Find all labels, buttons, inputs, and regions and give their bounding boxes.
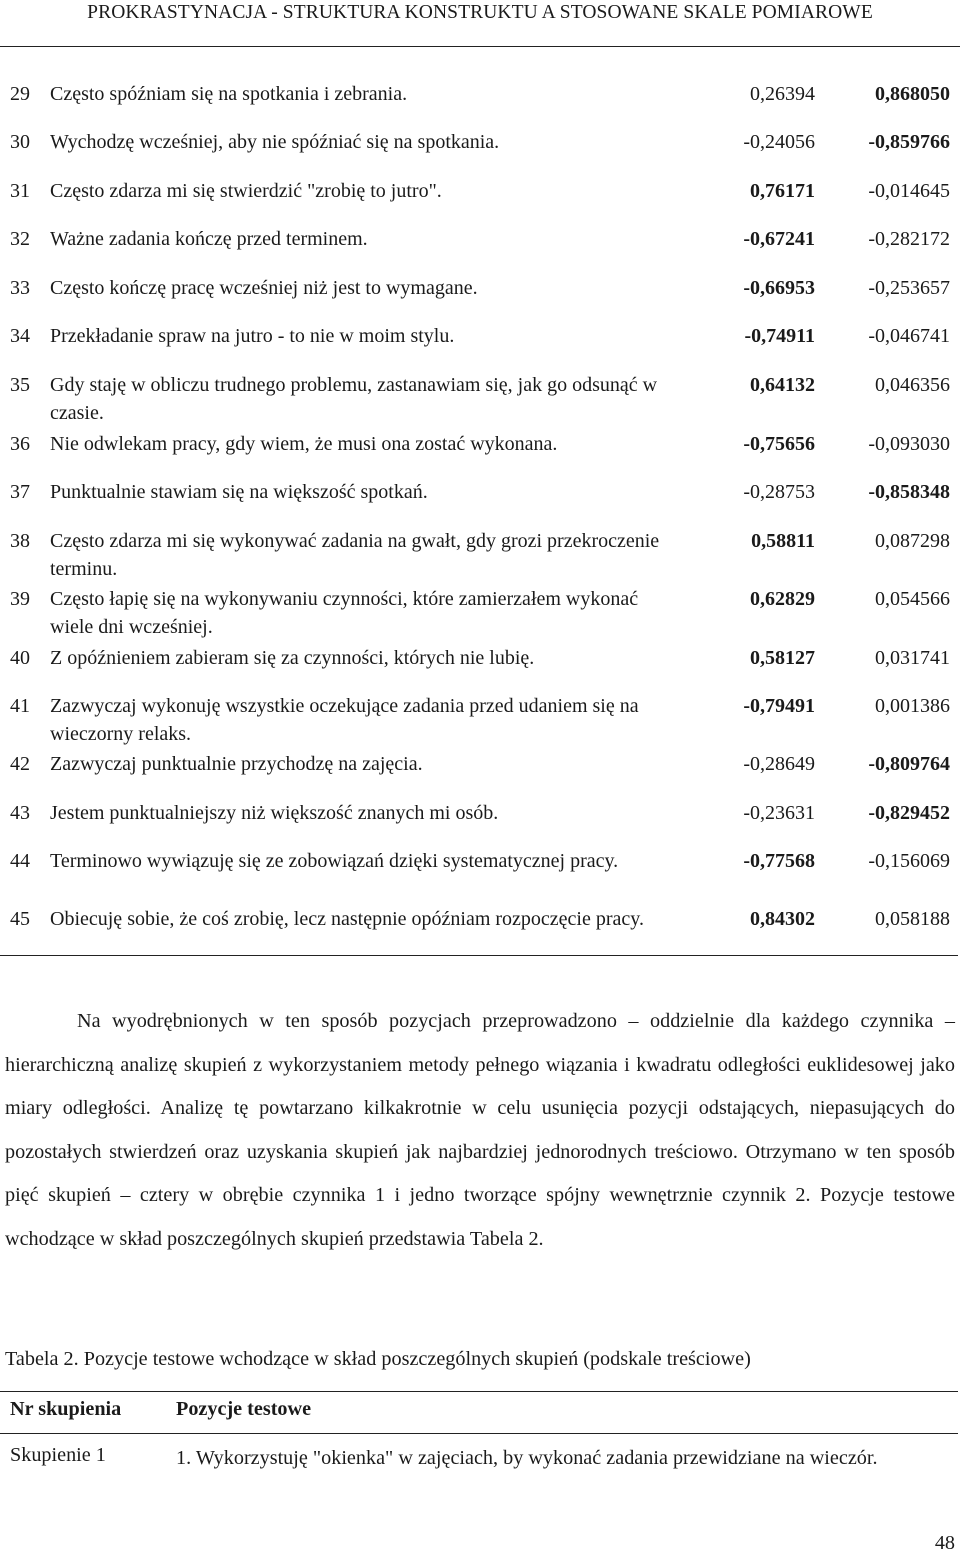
item-number: 31 <box>10 180 30 202</box>
factor2-loading: -0,093030 <box>868 433 950 455</box>
factor2-loading: -0,829452 <box>868 802 950 824</box>
item-number: 34 <box>10 325 30 347</box>
item-text: Obiecuję sobie, że coś zrobię, lecz następnie opóźniam rozpoczęcie pracy. <box>50 908 644 930</box>
running-header: PROKRASTYNACJA - STRUKTURA KONSTRUKTU A STOSOWANE SKALE POMIAROWE <box>87 2 873 23</box>
item-text: Terminowo wywiązuję się ze zobowiązań dzięki systematycznej pracy. <box>50 850 619 872</box>
factor2-loading: 0,046356 <box>875 374 950 396</box>
factor2-loading: 0,031741 <box>875 647 950 669</box>
table2-top-rule <box>0 1391 958 1392</box>
item-text: Zazwyczaj wykonuję wszystkie oczekujące zadania przed udaniem się na wieczorny relaks. <box>50 695 639 745</box>
table2-header-items: Pozycje testowe <box>176 1398 312 1420</box>
item-text: Wychodzę wcześniej, aby nie spóźniać się na spotkania. <box>50 131 500 153</box>
item-number: 45 <box>10 908 30 930</box>
item-text: Zazwyczaj punktualnie przychodzę na zajęcia. <box>50 753 423 775</box>
item-number: 41 <box>10 695 30 717</box>
table2-cell-cluster: Skupienie 1 <box>10 1444 106 1466</box>
page-number: 48 <box>934 1532 955 1554</box>
factor1-loading: 0,76171 <box>750 180 815 202</box>
table2-header-rule <box>0 1433 958 1434</box>
factor1-loading: 0,84302 <box>750 908 815 930</box>
header-rule <box>0 46 960 47</box>
factor2-loading: -0,858348 <box>868 481 950 503</box>
item-number: 30 <box>10 131 30 153</box>
item-text: Przekładanie spraw na jutro - to nie w moim stylu. <box>50 325 455 347</box>
table2-caption: Tabela 2. Pozycje testowe wchodzące w skład poszczególnych skupień (podskale treściowe) <box>5 1348 751 1370</box>
factor1-loading: -0,77568 <box>743 850 815 872</box>
factor1-loading: -0,66953 <box>743 277 815 299</box>
factor2-loading: -0,809764 <box>868 753 950 775</box>
item-text: Gdy staję w obliczu trudnego problemu, zastanawiam się, jak go odsunąć w czasie. <box>50 374 658 424</box>
factor2-loading: -0,156069 <box>868 850 950 872</box>
factor1-loading: -0,24056 <box>743 131 815 153</box>
item-number: 40 <box>10 647 30 669</box>
item-text: Często zdarza mi się wykonywać zadania na gwałt, gdy grozi przekroczenie terminu. <box>50 530 660 580</box>
factor1-loading: 0,58127 <box>750 647 815 669</box>
factor1-loading: 0,58811 <box>751 530 815 552</box>
factor1-loading: -0,23631 <box>743 802 815 824</box>
item-number: 33 <box>10 277 30 299</box>
factor2-loading: 0,868050 <box>875 83 950 105</box>
factor1-loading: -0,28753 <box>743 481 815 503</box>
item-text: Często spóźniam się na spotkania i zebrania. <box>50 83 408 105</box>
item-text: Nie odwlekam pracy, gdy wiem, że musi ona zostać wykonana. <box>50 433 558 455</box>
factor1-loading: -0,75656 <box>743 433 815 455</box>
factor2-loading: -0,859766 <box>868 131 950 153</box>
item-text: Punktualnie stawiam się na większość spotkań. <box>50 481 428 503</box>
item-number: 37 <box>10 481 30 503</box>
factor2-loading: 0,054566 <box>875 588 950 610</box>
table-bottom-rule <box>0 955 958 956</box>
item-text: Często zdarza mi się stwierdzić "zrobię to jutro". <box>50 180 442 202</box>
factor1-loading: -0,79491 <box>743 695 815 717</box>
item-text: Często kończę pracę wcześniej niż jest to wymagane. <box>50 277 478 299</box>
item-number: 43 <box>10 802 30 824</box>
item-number: 32 <box>10 228 30 250</box>
factor2-loading: -0,046741 <box>868 325 950 347</box>
factor1-loading: -0,28649 <box>743 753 815 775</box>
item-text: Z opóźnieniem zabieram się za czynności, których nie lubię. <box>50 647 535 669</box>
item-text: Często łapię się na wykonywaniu czynności, które zamierzałem wykonać wiele dni wcześniej. <box>50 588 639 638</box>
factor1-loading: -0,74911 <box>744 325 815 347</box>
table2-cell-items: 1. Wykorzystuję "okienka" w zajęciach, by wykonać zadania przewidziane na wieczór. <box>176 1447 878 1469</box>
body-paragraph: Na wyodrębnionych w ten sposób pozycjach przeprowadzono – oddzielnie dla każdego czynnika – hierarchiczną analizę skupień z wykorzystaniem metody pełnego wiązania i kwadratu odległości euklidesowej jako miary odległości. Analizę tę powtarzano kilkakrotnie w celu usunięcia pozycji odstających, niepasujących do pozostałych stwierdzeń oraz uzyskania skupień jak najbardziej jednorodnych treściowo. Otrzymano w ten sposób pięć skupień – cztery w obrębie czynnika 1 i jedno tworzące spójny wewnętrznie czynnik 2. Pozycje testowe wchodzące w skład poszczególnych skupień przedstawia Tabela 2. <box>5 1010 955 1250</box>
item-number: 35 <box>10 374 30 396</box>
factor2-loading: -0,253657 <box>868 277 950 299</box>
item-number: 42 <box>10 753 30 775</box>
item-text: Ważne zadania kończę przed terminem. <box>50 228 368 250</box>
item-text: Jestem punktualniejszy niż większość znanych mi osób. <box>50 802 499 824</box>
factor2-loading: -0,014645 <box>868 180 950 202</box>
table2-header-cluster: Nr skupienia <box>10 1398 122 1420</box>
factor1-loading: 0,62829 <box>750 588 815 610</box>
factor1-loading: 0,26394 <box>750 83 815 105</box>
item-number: 36 <box>10 433 30 455</box>
factor2-loading: 0,001386 <box>875 695 950 717</box>
item-number: 39 <box>10 588 30 610</box>
factor2-loading: 0,087298 <box>875 530 950 552</box>
factor1-loading: 0,64132 <box>750 374 815 396</box>
factor2-loading: 0,058188 <box>875 908 950 930</box>
item-number: 29 <box>10 83 30 105</box>
factor1-loading: -0,67241 <box>743 228 815 250</box>
item-number: 44 <box>10 850 30 872</box>
item-number: 38 <box>10 530 30 552</box>
factor2-loading: -0,282172 <box>868 228 950 250</box>
